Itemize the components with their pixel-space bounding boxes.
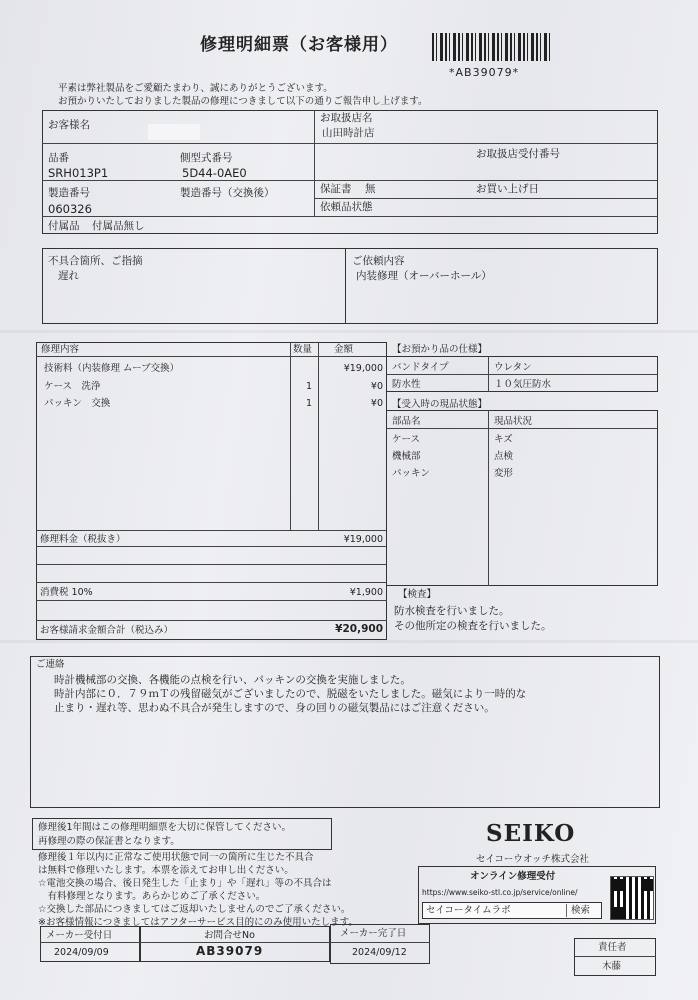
footer-note: ※お客様情報につきましてはアフターサービス目的にのみ使用いたします。	[38, 917, 358, 928]
condition-state: 変形	[494, 468, 514, 479]
purchase-date-label: お買い上げ日	[476, 183, 539, 195]
tax-label: 消費税 10%	[40, 587, 93, 598]
request-state-label: 依頼品状態	[320, 201, 373, 213]
paper-fold	[0, 640, 698, 643]
dealer-receipt-label: お取扱店受付番号	[476, 148, 560, 160]
repair-header: 修理内容	[41, 344, 80, 355]
condition-header: 【受入時の現品状態】	[392, 399, 488, 410]
customer-name-label: お客様名	[48, 119, 90, 131]
warranty-label: 保証書	[320, 183, 352, 195]
footer-note: 有料修理となります。あらかじめご了承ください。	[38, 891, 266, 902]
dealer-value: 山田時計店	[322, 127, 375, 139]
defect-value: 遅れ	[58, 270, 79, 282]
warranty-value: 無	[365, 183, 376, 195]
tax-value: ¥1,900	[349, 587, 383, 598]
online-repair-label: オンライン修理受付	[470, 871, 556, 882]
warranty-notice-1: 修理後1年間はこの修理明細票を大切に保管してください。	[38, 822, 292, 833]
responsible-label: 責任者	[598, 942, 627, 953]
notes-line-2: 時計内部に０．７９ｍＴの残留磁気がございましたので、脱磁をいたしました。磁気により一時的な	[54, 688, 527, 700]
inspection-line-1: 防水検査を行いました。	[394, 605, 510, 617]
greeting-line-2: お預かりいたしておりました製品の修理につきまして以下の通りご報告申し上げます。	[58, 96, 428, 107]
search-text: セイコータイムラボ	[426, 905, 511, 916]
condition-part: 機械部	[392, 451, 421, 462]
condition-table	[386, 410, 658, 586]
serial-value: 060326	[48, 202, 92, 216]
spec-header: 【お預かり品の仕様】	[392, 344, 488, 355]
completed-date-label: メーカー完了日	[340, 928, 407, 939]
footer-note: ☆電池交換の場合、後日発生した「止まり」や「遅れ」等の不具合は	[38, 878, 332, 889]
inspection-line-2: その他所定の検査を行いました。	[394, 620, 552, 632]
notes-line-1: 時計機械部の交換、各機能の点検を行い、パッキンの交換を実施しました。	[54, 674, 411, 686]
repair-item-amount: ¥0	[370, 381, 383, 392]
request-value: 内装修理（オーバーホール）	[356, 270, 492, 282]
document-title: 修理明細票（お客様用）	[200, 35, 398, 55]
warranty-notice-2: 再修理の際の保証書となります。	[38, 836, 180, 847]
received-date-label: メーカー受付日	[46, 930, 113, 941]
spec-value: １０気圧防水	[494, 379, 552, 390]
repair-fee-value: ¥19,000	[343, 534, 383, 545]
repair-item-qty: 1	[306, 381, 313, 392]
repair-item-name: ケース 洗浄	[44, 381, 101, 392]
condition-state: 点検	[494, 451, 514, 462]
footer-note: ☆交換した部品につきましてはご返却いたしませんのでご了承ください。	[38, 904, 351, 915]
company-name: セイコーウオッチ株式会社	[476, 854, 590, 865]
redacted-customer-name	[148, 124, 200, 140]
barcode	[432, 33, 550, 61]
footer-note: は無料で修理いたします。本票を添えてお申し出ください。	[38, 865, 294, 876]
serial-exchange-label: 製造番号（交換後）	[180, 187, 275, 199]
total-value: ¥20,900	[335, 623, 383, 635]
search-button[interactable]: 検索	[566, 904, 590, 917]
serial-number: *AB39079*	[449, 66, 520, 79]
spec-label: 防水性	[392, 379, 421, 390]
received-date-value: 2024/09/09	[54, 947, 109, 958]
repair-item-amount: ¥19,000	[343, 363, 383, 374]
condition-part: パッキン	[392, 468, 430, 479]
qr-code[interactable]	[610, 876, 654, 920]
caliber-value: 5D44-0AE0	[182, 166, 247, 180]
inquiry-number-value: AB39079	[196, 944, 264, 958]
product-number-value: SRH013P1	[48, 166, 109, 180]
repair-item-qty: 1	[306, 398, 313, 409]
condition-state: キズ	[494, 434, 513, 445]
accessories-label: 付属品	[48, 220, 80, 232]
accessories-value: 付属品無し	[92, 220, 145, 232]
defect-label: 不具合箇所、ご指摘	[48, 255, 143, 267]
notes-header: ご連絡	[36, 659, 65, 670]
repair-item-name: 技術料（内装修理 ムーブ交換）	[44, 363, 180, 374]
completed-date-value: 2024/09/12	[352, 947, 407, 958]
notes-line-3: 止まり・遅れ等、思わぬ不具合が発生しますので、身の回りの磁気製品にはご注意ください。	[54, 702, 495, 714]
repair-item-name: パッキン 交換	[44, 398, 111, 409]
request-label: ご依頼内容	[352, 255, 405, 267]
footer-note: 修理後１年以内に正常なご使用状態で同一の箇所に生じた不具合	[38, 852, 314, 863]
total-label: お客様請求金額合計（税込み）	[40, 625, 174, 636]
responsible-value: 木藤	[602, 961, 622, 972]
qty-header: 数量	[293, 344, 313, 355]
caliber-label: 側型式番号	[180, 152, 233, 164]
condition-state-header: 現品状況	[494, 416, 533, 427]
inquiry-number-label: お問合せNo	[204, 930, 255, 941]
condition-part: ケース	[392, 434, 421, 445]
condition-part-header: 部品名	[392, 416, 421, 427]
amount-header: 金額	[334, 344, 354, 355]
spec-value: ウレタン	[494, 362, 532, 373]
product-number-label: 品番	[48, 152, 69, 164]
greeting-line-1: 平素は弊社製品をご愛顧たまわり、誠にありがとうございます。	[58, 83, 333, 94]
inspection-header: 【検査】	[398, 589, 437, 600]
paper-fold	[0, 330, 698, 333]
online-repair-url[interactable]: https://www.seiko-stl.co.jp/service/online/	[422, 888, 578, 897]
seiko-logo: SEIKO	[486, 820, 576, 847]
spec-label: バンドタイプ	[392, 362, 449, 373]
repair-fee-label: 修理料金（税抜き）	[40, 534, 126, 545]
repair-item-amount: ¥0	[370, 398, 383, 409]
dealer-label: お取扱店名	[320, 112, 373, 124]
serial-label: 製造番号	[48, 187, 90, 199]
